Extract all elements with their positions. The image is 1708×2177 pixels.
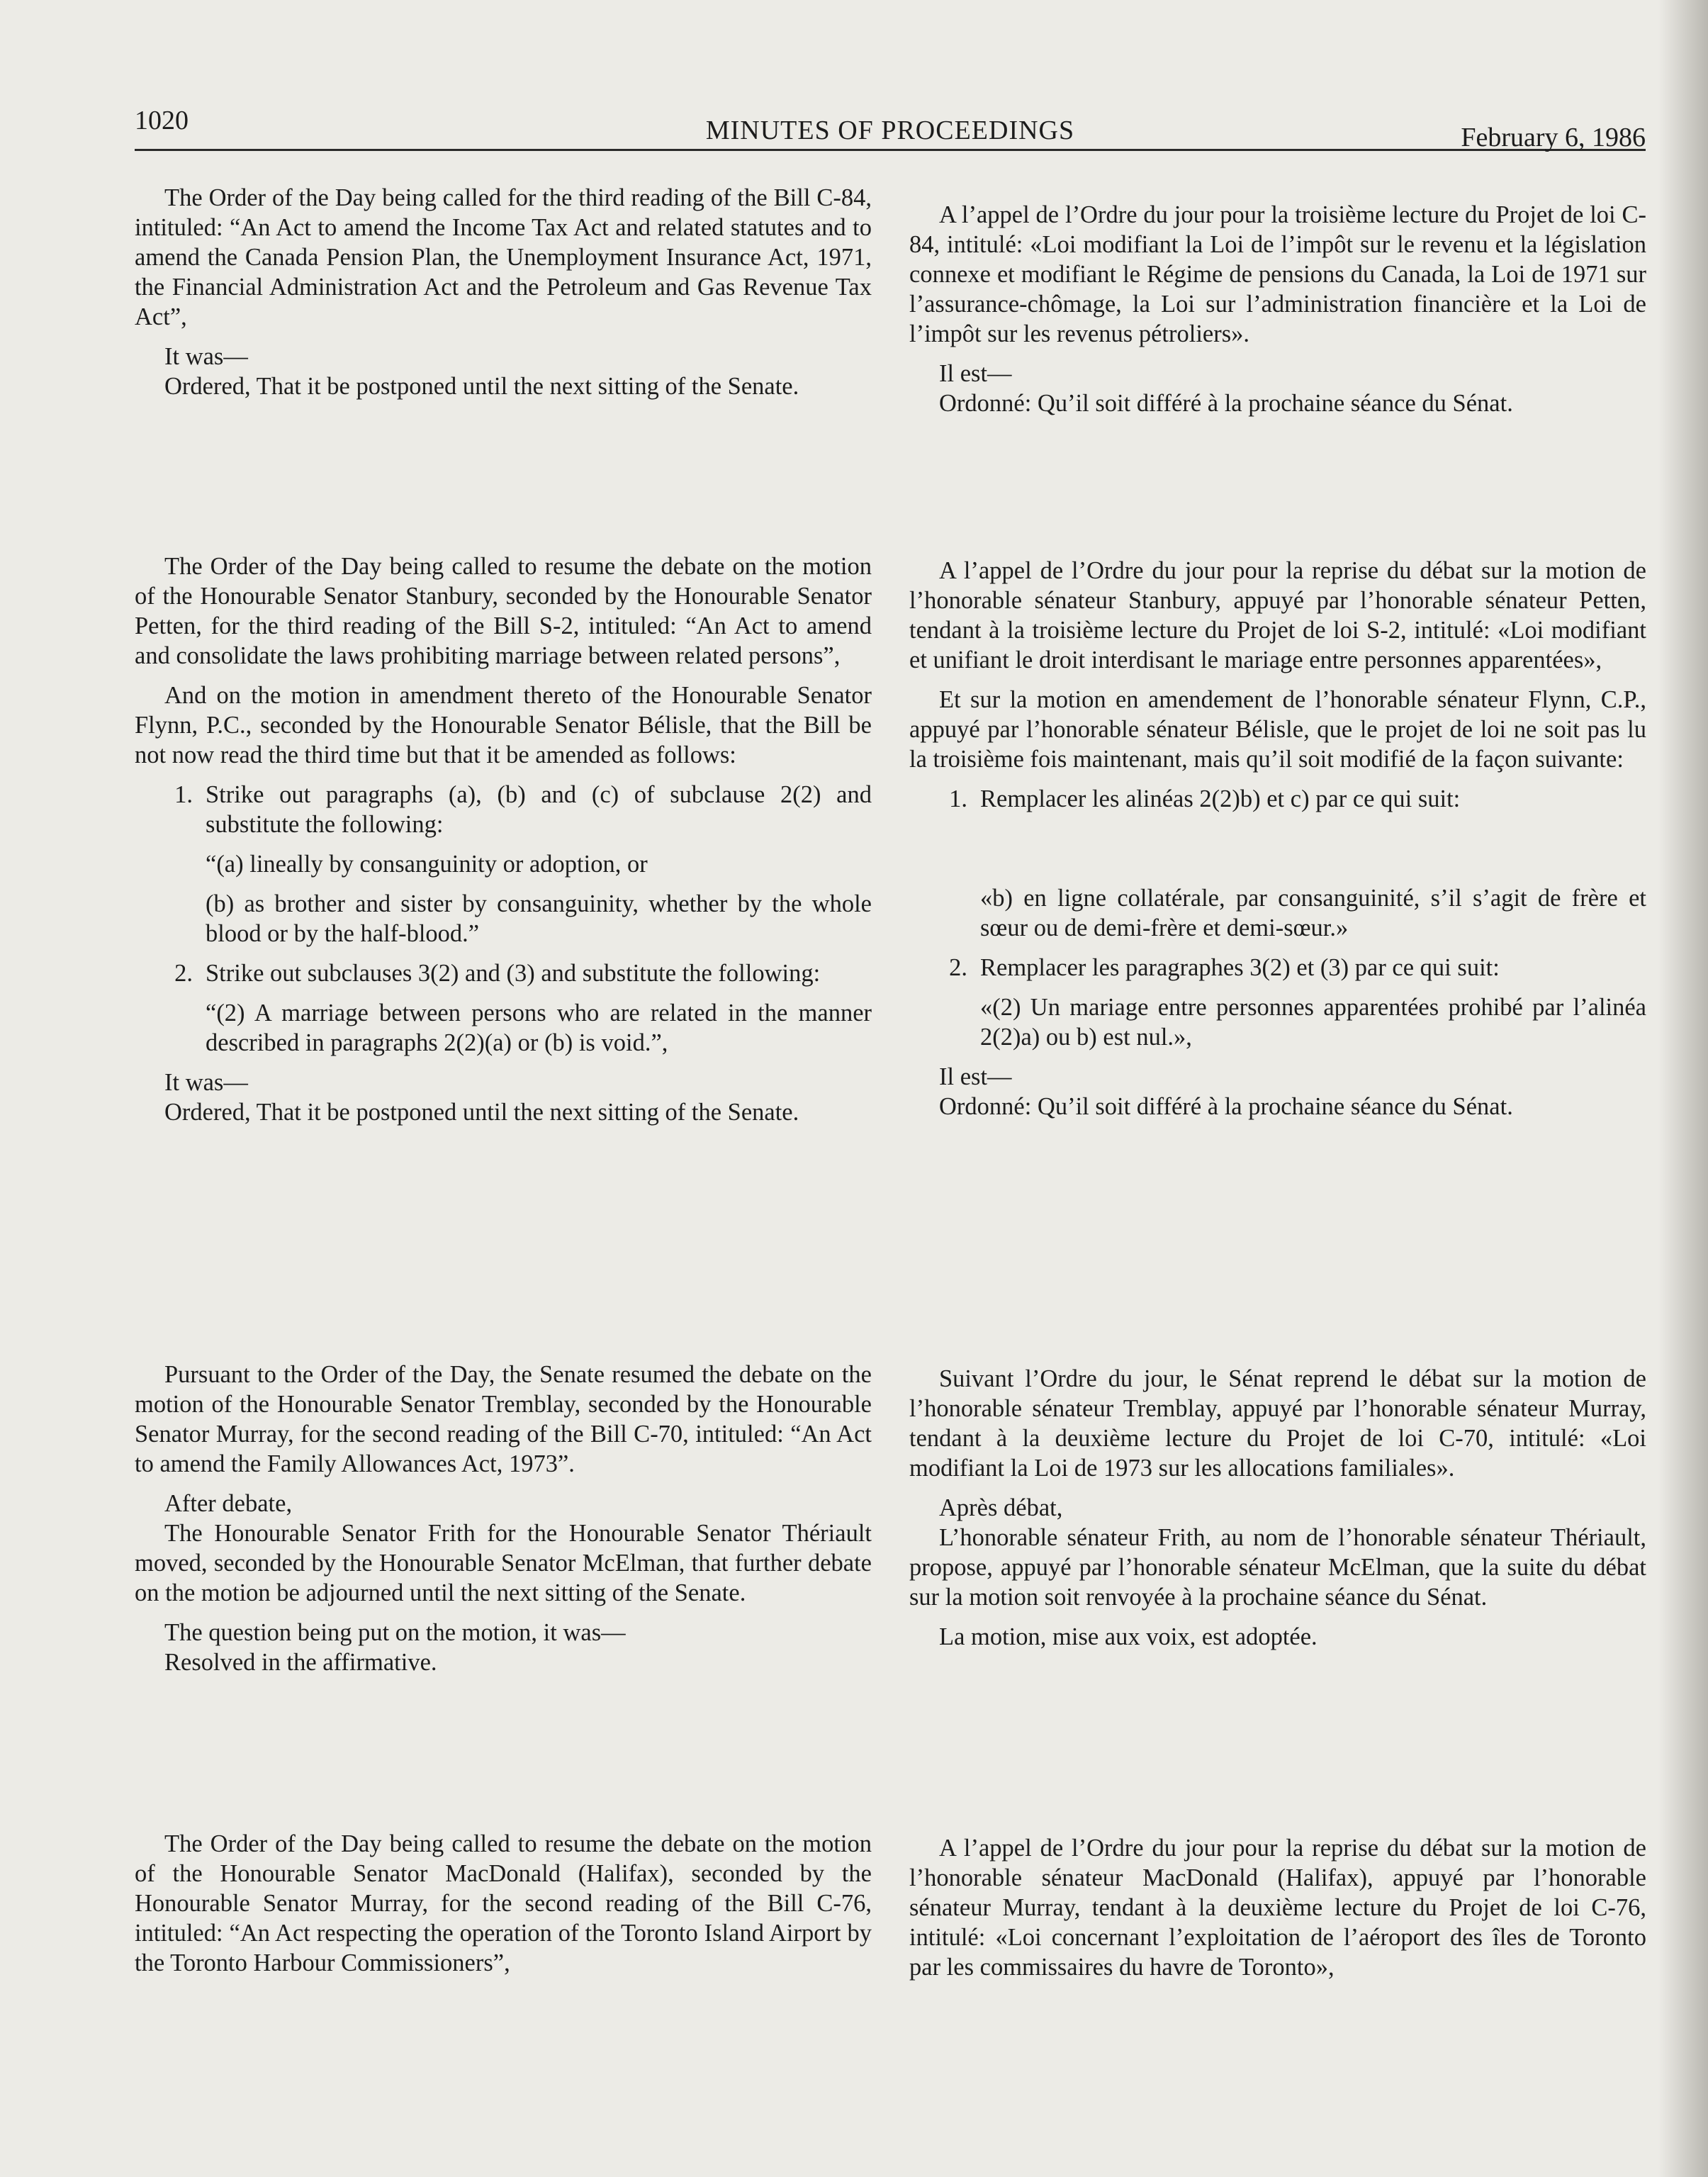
il-est: Il est—: [939, 1063, 1012, 1090]
paragraph: A l’appel de l’Ordre du jour pour la troisième lecture du Projet de loi C-84, intitulé: «Loi modifiant la Loi de l’impôt sur le revenu et la législation connexe et modifiant le Régime de pensions du Canada, la Loi de 1971 sur l’assurance-chômage, la Loi sur l’administration financière et la Loi de l’impôt sur les revenus pétroliers».: [909, 201, 1646, 347]
paragraph: Pursuant to the Order of the Day, the Senate resumed the debate on the motion of the Honourable Senator Tremblay, seconded by the Honourable Senator Murray, for the second reading of the Bill C-70, intituled: “An Act to amend the Family Allowances Act, 1973”.: [135, 1361, 872, 1477]
ordonne: Ordonné: Qu’il soit différé à la prochaine séance du Sénat.: [939, 390, 1513, 417]
amendment-item-2: [909, 953, 1646, 983]
amendment-item-2: [135, 958, 872, 988]
paragraph: Et sur la motion en amendement de l’honorable sénateur Flynn, C.P., appuyé par l’honorable sénateur Bélisle, que le projet de loi ne soit pas lu la troisième fois maintenant, mais qu’il soit modifié de la façon suivante:: [909, 686, 1646, 773]
item-number: 1.: [174, 781, 193, 808]
paragraph: And on the motion in amendment thereto of the Honourable Senator Flynn, P.C., seconded by the Honourable Senator Bélisle, that the Bill be not now read the third time but that it be amended as follows:: [135, 682, 872, 768]
paragraph: A l’appel de l’Ordre du jour pour la reprise du débat sur la motion de l’honorable sénateur Stanbury, appuyé par l’honorable sénateur Petten, tendant à la troisième lecture du Projet de loi S-2, intitulé: «Loi modifiant et unifiant le droit interdisant le mariage entre personnes apparentées»,: [909, 557, 1646, 673]
apres-debat: Après débat,: [939, 1494, 1063, 1521]
quoted-text: «b) en ligne collatérale, par consanguinité, s’il s’agit de frère et sœur ou de demi-frère et demi-sœur.»: [980, 885, 1646, 941]
ordered: Ordered, That it be postponed until the next sitting of the Senate.: [164, 1099, 799, 1126]
paragraph: A l’appel de l’Ordre du jour pour la reprise du débat sur la motion de l’honorable sénateur MacDonald (Halifax), appuyé par l’honorable sénateur Murray, tendant à la deuxième lecture du Projet de loi C-76, intitulé: «Loi concernant l’exploitation de l’aéroport des îles de Toronto par les commissaires du havre de Toronto»,: [909, 1835, 1646, 1981]
french-section-bill-c84: [909, 200, 1646, 418]
header-date: February 6, 1986: [1461, 123, 1646, 152]
item-number: 2.: [949, 954, 967, 981]
motion-adoptee: La motion, mise aux voix, est adoptée.: [939, 1623, 1317, 1650]
page-header: [135, 105, 1646, 151]
il-est: Il est—: [939, 360, 1012, 387]
item-text: Remplacer les alinéas 2(2)b) et c) par ce qui suit:: [980, 785, 1461, 812]
it-was: It was—: [164, 343, 248, 370]
english-section-bill-c70: [135, 1360, 872, 1677]
paragraph: The Order of the Day being called for the third reading of the Bill C-84, intituled: “An Act to amend the Income Tax Act and related statutes and to amend the Canada Pension Plan, the Unemployment Insurance Act, 1971, the Financial Administration Act and the Petroleum and Gas Revenue Tax Act”,: [135, 184, 872, 330]
question-put: The question being put on the motion, it was—: [164, 1619, 626, 1646]
page-edge-shadow: [1658, 0, 1708, 2177]
item-text: Strike out paragraphs (a), (b) and (c) of subclause 2(2) and substitute the following:: [206, 781, 872, 838]
paragraph: The Order of the Day being called to resume the debate on the motion of the Honourable Senator Stanbury, seconded by the Honourable Senator Petten, for the third reading of the Bill S-2, intituled: “An Act to amend and consolidate the laws prohibiting marriage between related persons”,: [135, 553, 872, 669]
item-number: 1.: [949, 785, 967, 812]
paragraph: The Honourable Senator Frith for the Honourable Senator Thériault moved, seconded by the Honourable Senator McElman, that further debate on the motion be adjourned until the next sitting of the Senate.: [135, 1520, 872, 1606]
it-was: It was—: [164, 1069, 248, 1096]
english-section-bill-s2: [135, 552, 872, 1127]
amendment-item-1: [909, 784, 1646, 814]
french-section-bill-s2: [909, 556, 1646, 1121]
french-section-bill-c70: [909, 1364, 1646, 1652]
resolved: Resolved in the affirmative.: [164, 1649, 437, 1676]
running-title: MINUTES OF PROCEEDINGS: [705, 116, 1075, 145]
after-debate: After debate,: [164, 1490, 293, 1517]
quoted-text: «(2) Un mariage entre personnes apparentées prohibé par l’alinéa 2(2)a) ou b) est nul.»,: [980, 994, 1646, 1051]
item-text: Remplacer les paragraphes 3(2) et (3) par ce qui suit:: [980, 954, 1500, 981]
page-number: 1020: [135, 106, 189, 135]
item-text: Strike out subclauses 3(2) and (3) and substitute the following:: [206, 960, 821, 987]
item-number: 2.: [174, 960, 193, 987]
paragraph: L’honorable sénateur Frith, au nom de l’honorable sénateur Thériault, propose, appuyé par l’honorable sénateur McElman, que la suite du débat sur la motion soit renvoyée à la prochaine séance du Sénat.: [909, 1524, 1646, 1611]
paragraph: The Order of the Day being called to resume the debate on the motion of the Honourable Senator MacDonald (Halifax), seconded by the Honourable Senator Murray, for the second reading of the Bill C-76, intituled: “An Act respecting the operation of the Toronto Island Airport by the Toronto Harbour Commissioners”,: [135, 1830, 872, 1976]
quoted-text: “(2) A marriage between persons who are related in the manner described in paragraphs 2(2)(a) or (b) is void.”,: [206, 1000, 872, 1056]
english-section-bill-c76: [135, 1829, 872, 1978]
ordonne: Ordonné: Qu’il soit différé à la prochaine séance du Sénat.: [939, 1093, 1513, 1120]
english-section-bill-c84: [135, 183, 872, 401]
ordered: Ordered, That it be postponed until the next sitting of the Senate.: [164, 373, 799, 400]
amendment-item-1: [135, 780, 872, 839]
french-section-bill-c76: [909, 1833, 1646, 1982]
paragraph: Suivant l’Ordre du jour, le Sénat reprend le débat sur la motion de l’honorable sénateur Tremblay, appuyé par l’honorable sénateur Murray, tendant à la deuxième lecture du Projet de loi C-70, intitulé: «Loi modifiant la Loi de 1973 sur les allocations familiales».: [909, 1365, 1646, 1482]
quoted-text: (b) as brother and sister by consanguinity, whether by the whole blood or by the half-blood.”: [206, 890, 872, 947]
quoted-text: “(a) lineally by consanguinity or adoption, or: [206, 851, 648, 878]
